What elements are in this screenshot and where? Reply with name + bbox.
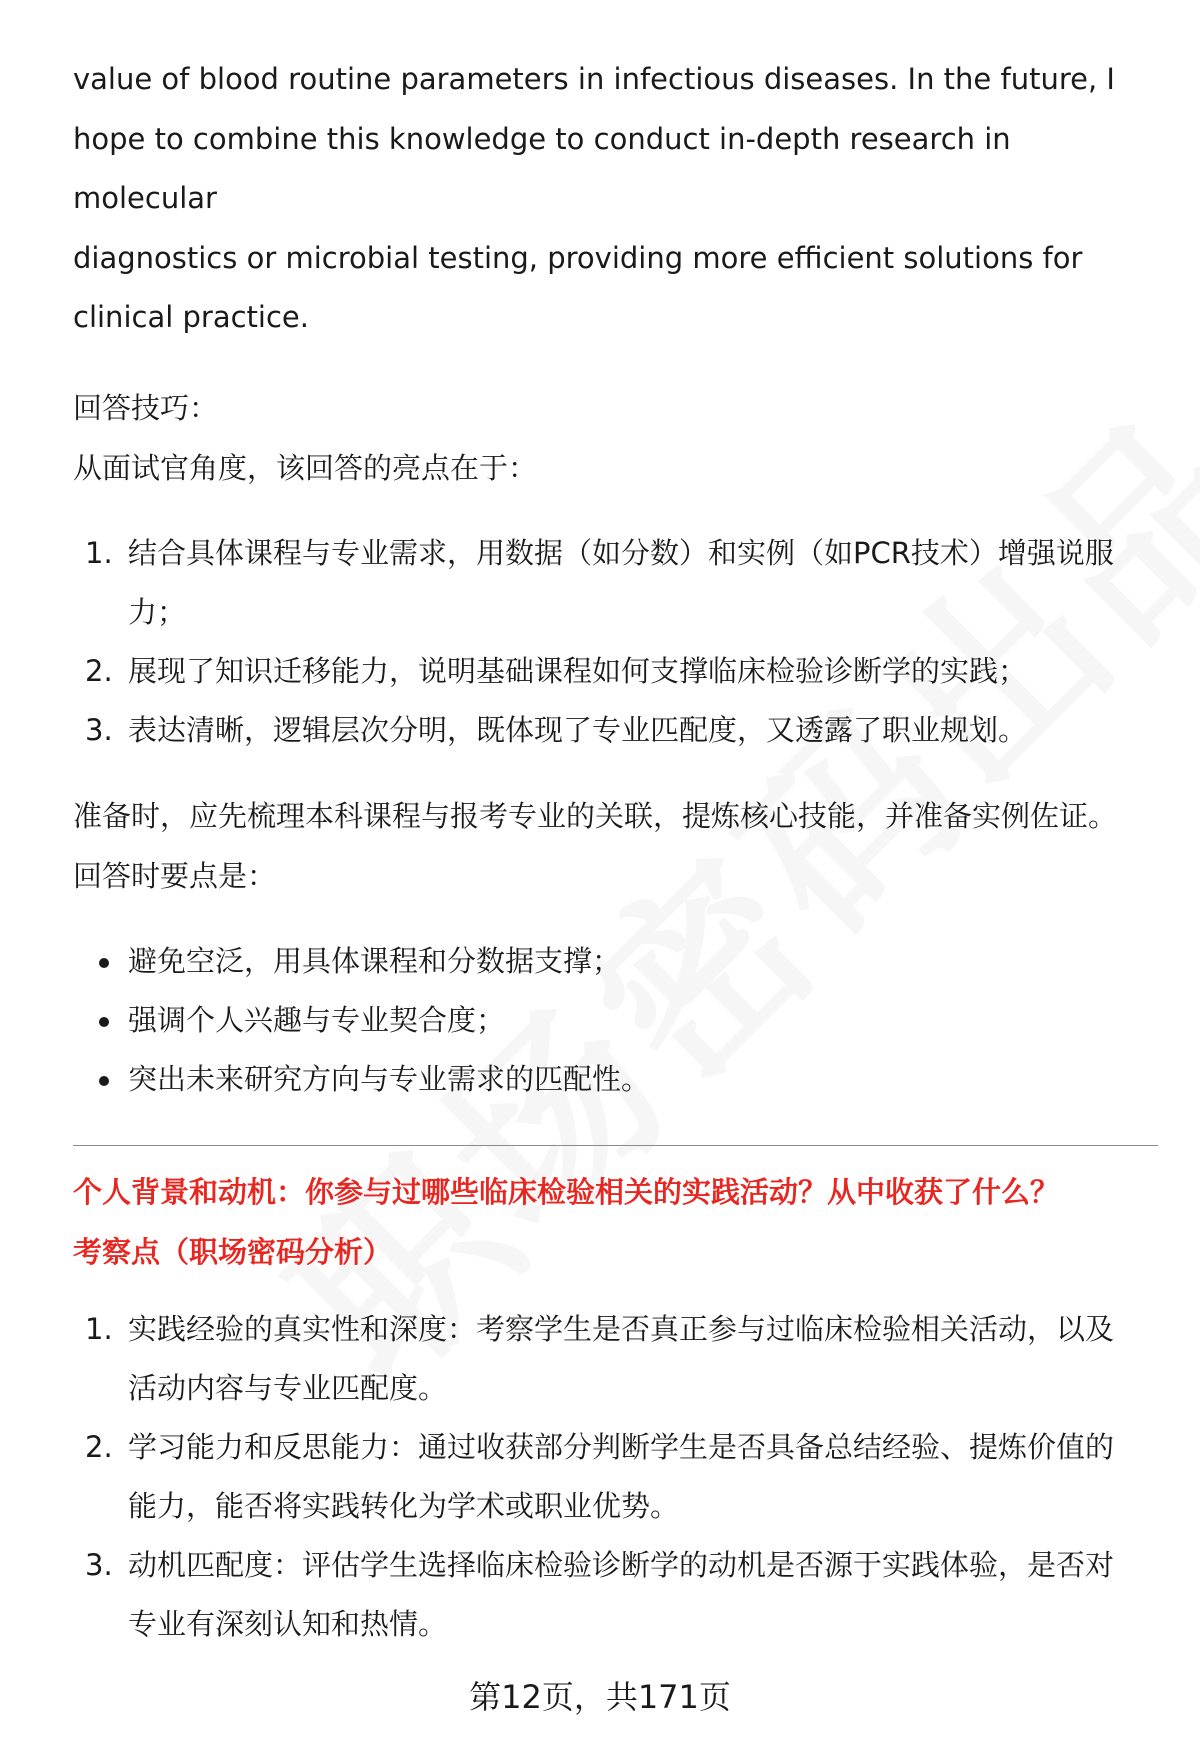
list-item-text: 专业有深刻认知和热情。	[128, 1606, 448, 1641]
list-item	[73, 1418, 1158, 1536]
list-item-text: 展现了知识迁移能力，说明基础课程如何支撑临床检验诊断学的实践；	[128, 653, 1028, 688]
bullet-dot-icon	[99, 958, 109, 968]
list-number: 2.	[85, 653, 113, 688]
list-item-text: 表达清晰，逻辑层次分明，既体现了专业匹配度，又透露了职业规划。	[128, 712, 1028, 747]
list-item	[73, 642, 1158, 701]
list-item	[73, 701, 1158, 760]
intro-line: value of blood routine parameters in infectious diseases. In the future, I	[73, 62, 1115, 96]
list-item-text: 学习能力和反思能力：通过收获部分判断学生是否具备总结经验、提炼价值的	[128, 1429, 1115, 1464]
page-number: 第12页，共171页	[469, 1678, 731, 1716]
tips-list	[73, 524, 1158, 760]
list-number: 1.	[85, 535, 113, 570]
bullet-item	[73, 991, 1158, 1050]
list-number: 3.	[85, 1547, 113, 1582]
bullet-text: 强调个人兴趣与专业契合度；	[128, 1002, 506, 1037]
bullet-item	[73, 932, 1158, 991]
list-item-text: 结合具体课程与专业需求，用数据（如分数）和实例（如PCR技术）增强说服	[128, 535, 1114, 570]
bullet-dot-icon	[99, 1076, 109, 1086]
list-item-text: 动机匹配度：评估学生选择临床检验诊断学的动机是否源于实践体验，是否对	[128, 1547, 1115, 1582]
list-number: 3.	[85, 712, 113, 747]
list-item	[73, 524, 1158, 642]
list-item-text: 力；	[128, 594, 187, 629]
list-item	[73, 1536, 1158, 1654]
bullet-text: 避免空泛，用具体课程和分数据支撑；	[128, 943, 622, 978]
list-number: 1.	[85, 1311, 113, 1346]
intro-paragraph	[73, 50, 1158, 348]
bullet-list	[73, 932, 1158, 1109]
tips-intro: 从面试官角度，该回答的亮点在于：	[73, 450, 538, 485]
bullet-dot-icon	[99, 1017, 109, 1027]
question-subtitle: 考察点（职场密码分析）	[73, 1234, 393, 1269]
intro-line: clinical practice.	[73, 300, 309, 334]
question-title: 个人背景和动机：你参与过哪些临床检验相关的实践活动？从中收获了什么？	[73, 1174, 1060, 1209]
assessment-list	[73, 1300, 1158, 1654]
list-item-text: 实践经验的真实性和深度：考察学生是否真正参与过临床检验相关活动，以及	[128, 1311, 1115, 1346]
list-number: 2.	[85, 1429, 113, 1464]
prep-line: 准备时，应先梳理本科课程与报考专业的关联，提炼核心技能，并准备实例佐证。	[73, 798, 1118, 833]
points-intro: 回答时要点是：	[73, 858, 277, 893]
list-item-text: 能力，能否将实践转化为学术或职业优势。	[128, 1488, 680, 1523]
tips-heading: 回答技巧：	[73, 390, 219, 425]
page-content	[73, 50, 1158, 1654]
list-item-text: 活动内容与专业匹配度。	[128, 1370, 448, 1405]
intro-line: hope to combine this knowledge to conduct in-depth research in molecular	[73, 121, 1011, 215]
list-item	[73, 1300, 1158, 1418]
bullet-text: 突出未来研究方向与专业需求的匹配性。	[128, 1061, 651, 1096]
bullet-item	[73, 1050, 1158, 1109]
intro-line: diagnostics or microbial testing, providing more efficient solutions for	[73, 240, 1083, 275]
